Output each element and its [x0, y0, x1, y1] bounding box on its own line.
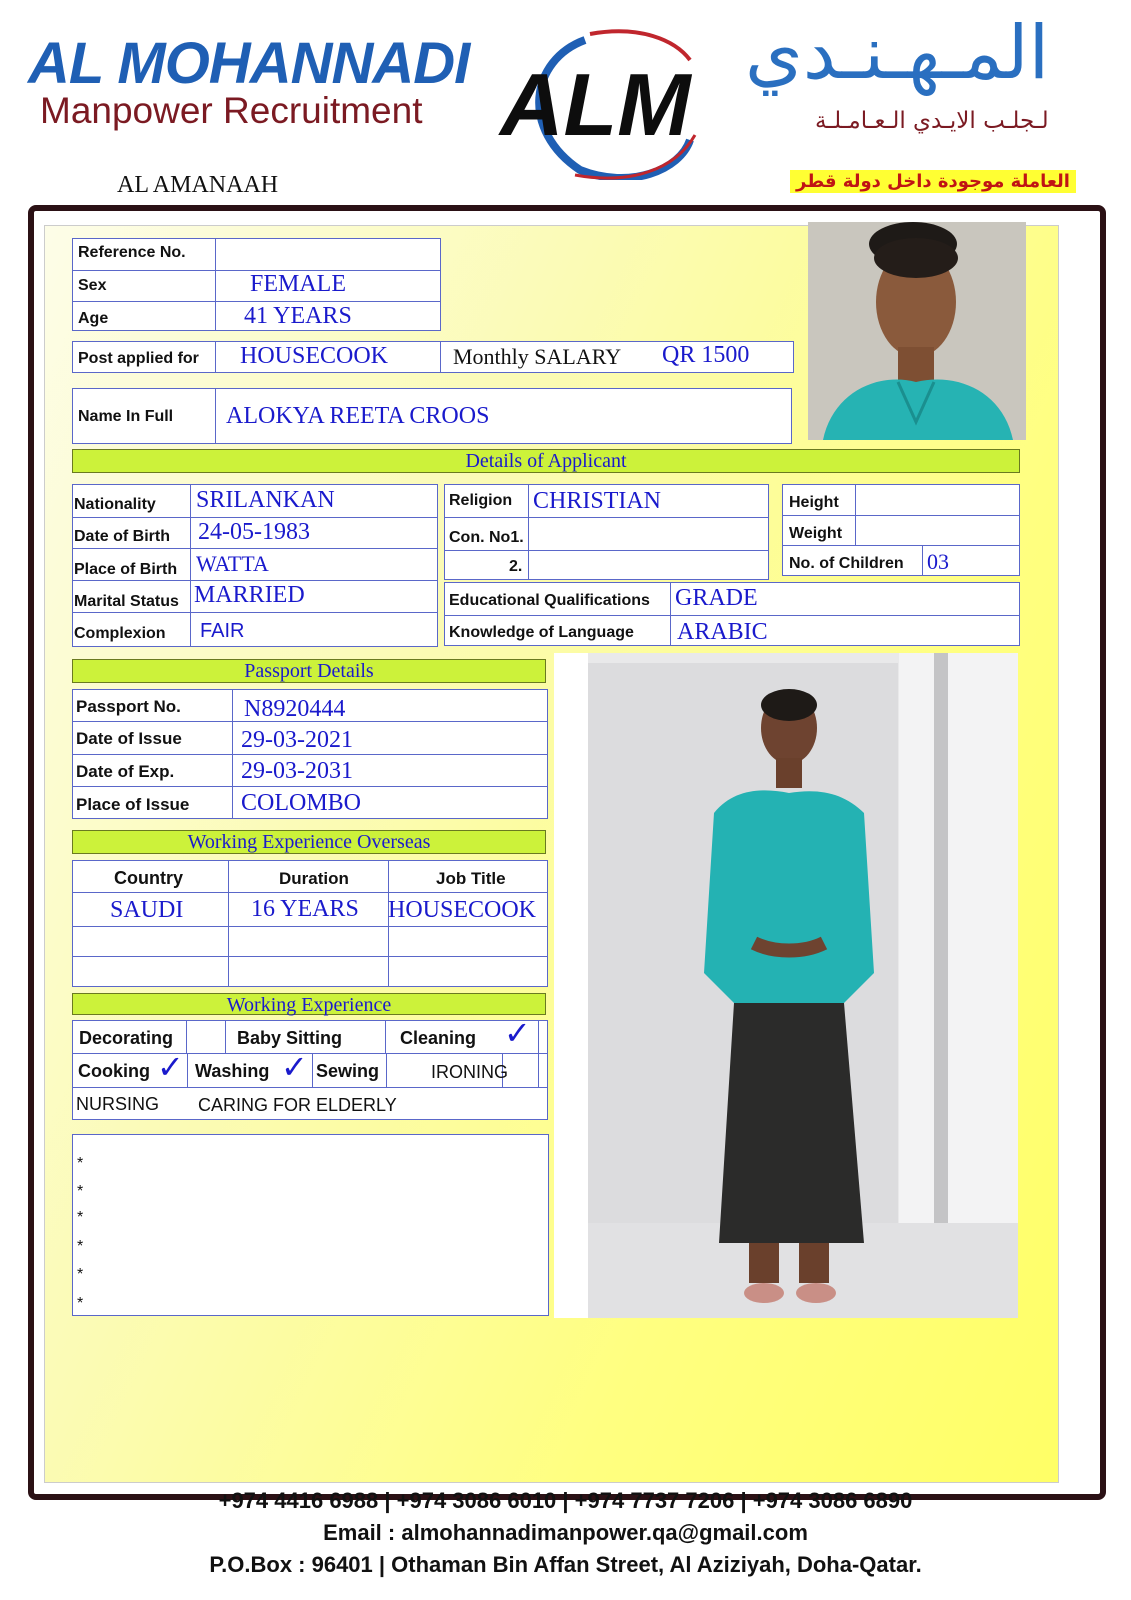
- issue-date-label: Date of Issue: [76, 729, 182, 748]
- children-value: 03: [927, 549, 949, 574]
- skill-ironing: IRONING: [431, 1062, 509, 1082]
- footer-email: Email : almohannadimanpower.qa@gmail.com: [323, 1520, 808, 1545]
- skill-caring-elderly: CARING FOR ELDERLY: [198, 1095, 397, 1115]
- note-bullet-3: *: [77, 1209, 84, 1226]
- notes-box: [72, 1134, 549, 1316]
- nationality-value: SRILANKAN: [196, 487, 335, 513]
- brand-name: AL MOHANNADI: [28, 31, 470, 96]
- dob-label: Date of Birth: [74, 528, 170, 545]
- dob-value: 24-05-1983: [198, 519, 310, 545]
- agency-name: AL AMANAAH: [117, 172, 279, 198]
- details-section-title: Details of Applicant: [72, 449, 1020, 473]
- overseas-section-title: Working Experience Overseas: [72, 830, 546, 854]
- place-of-issue-value: COLOMBO: [241, 790, 362, 816]
- footer-address: P.O.Box : 96401 | Othaman Bin Affan Street, Al Aziziyah, Doha-Qatar.: [209, 1552, 922, 1577]
- brand-subtitle: Manpower Recruitment: [40, 90, 423, 131]
- complexion-label: Complexion: [74, 625, 166, 642]
- education-label: Educational Qualifications: [449, 592, 650, 609]
- language-value: ARABIC: [677, 619, 768, 645]
- applicant-portrait: [808, 222, 1026, 440]
- note-bullet-4: *: [77, 1238, 84, 1255]
- brand-subtitle-arabic: لـجلـب الايـدي الـعـامـلـة: [815, 108, 1049, 134]
- alm-logo: [490, 20, 740, 180]
- age-value: 41 YEARS: [244, 303, 352, 329]
- complexion-value: FAIR: [200, 620, 245, 642]
- note-bullet-5: *: [77, 1266, 84, 1283]
- overseas-header-country: Country: [114, 868, 183, 888]
- note-bullet-6: *: [77, 1295, 84, 1312]
- note-bullet-2: *: [77, 1183, 84, 1200]
- logo-text: ALM: [500, 55, 691, 154]
- age-label: Age: [78, 310, 109, 327]
- religion-value: CHRISTIAN: [533, 488, 662, 514]
- overseas-header-duration: Duration: [279, 869, 349, 888]
- skill-cooking: Cooking: [78, 1061, 150, 1081]
- brand-name-arabic: المـهـنـدي: [745, 10, 1050, 96]
- footer-phones: +974 4416 6988 | +974 3086 6010 | +974 7737 7206 | +974 3086 6890: [218, 1488, 913, 1513]
- experience-section-title: Working Experience: [72, 993, 546, 1015]
- passport-number-value: N8920444: [244, 696, 346, 722]
- post-label: Post applied for: [78, 350, 199, 367]
- location-note: العاملة موجودة داخل دولة قطر: [790, 170, 1076, 193]
- weight-label: Weight: [789, 525, 843, 542]
- pob-label: Place of Birth: [74, 561, 178, 578]
- post-value: HOUSECOOK: [240, 343, 389, 369]
- overseas-country: SAUDI: [110, 897, 184, 923]
- name-label: Name In Full: [78, 408, 174, 425]
- reference-label: Reference No.: [78, 244, 186, 261]
- applicant-full-photo: [554, 653, 1018, 1318]
- skill-nursing: NURSING: [76, 1094, 160, 1114]
- salary-value: QR 1500: [662, 342, 750, 368]
- con1-label: Con. No1.: [449, 529, 524, 546]
- issue-date-value: 29-03-2021: [241, 727, 353, 753]
- place-of-issue-label: Place of Issue: [76, 795, 190, 814]
- overseas-duration: 16 YEARS: [251, 896, 359, 922]
- passport-number-label: Passport No.: [76, 697, 181, 716]
- religion-label: Religion: [449, 492, 513, 509]
- children-label: No. of Children: [789, 555, 904, 572]
- overseas-job-title: HOUSECOOK: [388, 897, 537, 923]
- con2-label: 2.: [509, 558, 523, 575]
- skill-decorating: Decorating: [79, 1028, 174, 1048]
- salary-label: Monthly SALARY: [453, 344, 622, 369]
- skill-sewing: Sewing: [316, 1061, 380, 1081]
- language-label: Knowledge of Language: [449, 624, 634, 641]
- name-value: ALOKYA REETA CROOS: [226, 403, 490, 429]
- marital-label: Marital Status: [74, 593, 179, 610]
- skill-washing: Washing: [195, 1061, 270, 1081]
- cleaning-check-icon: ✓: [504, 1014, 531, 1052]
- expiry-date-value: 29-03-2031: [241, 758, 353, 784]
- marital-value: MARRIED: [194, 582, 305, 608]
- sex-value: FEMALE: [250, 271, 346, 297]
- education-value: GRADE: [675, 585, 758, 611]
- height-label: Height: [789, 494, 839, 511]
- overseas-header-job: Job Title: [436, 869, 506, 888]
- skill-cleaning: Cleaning: [400, 1028, 477, 1048]
- sex-label: Sex: [78, 277, 107, 294]
- washing-check-icon: ✓: [281, 1048, 308, 1086]
- nationality-label: Nationality: [74, 496, 156, 513]
- passport-section-title: Passport Details: [72, 659, 546, 683]
- skill-baby-sitting: Baby Sitting: [237, 1028, 343, 1048]
- cooking-check-icon: ✓: [157, 1048, 184, 1086]
- pob-value: WATTA: [196, 551, 269, 576]
- expiry-date-label: Date of Exp.: [76, 762, 175, 781]
- note-bullet-1: *: [77, 1155, 84, 1172]
